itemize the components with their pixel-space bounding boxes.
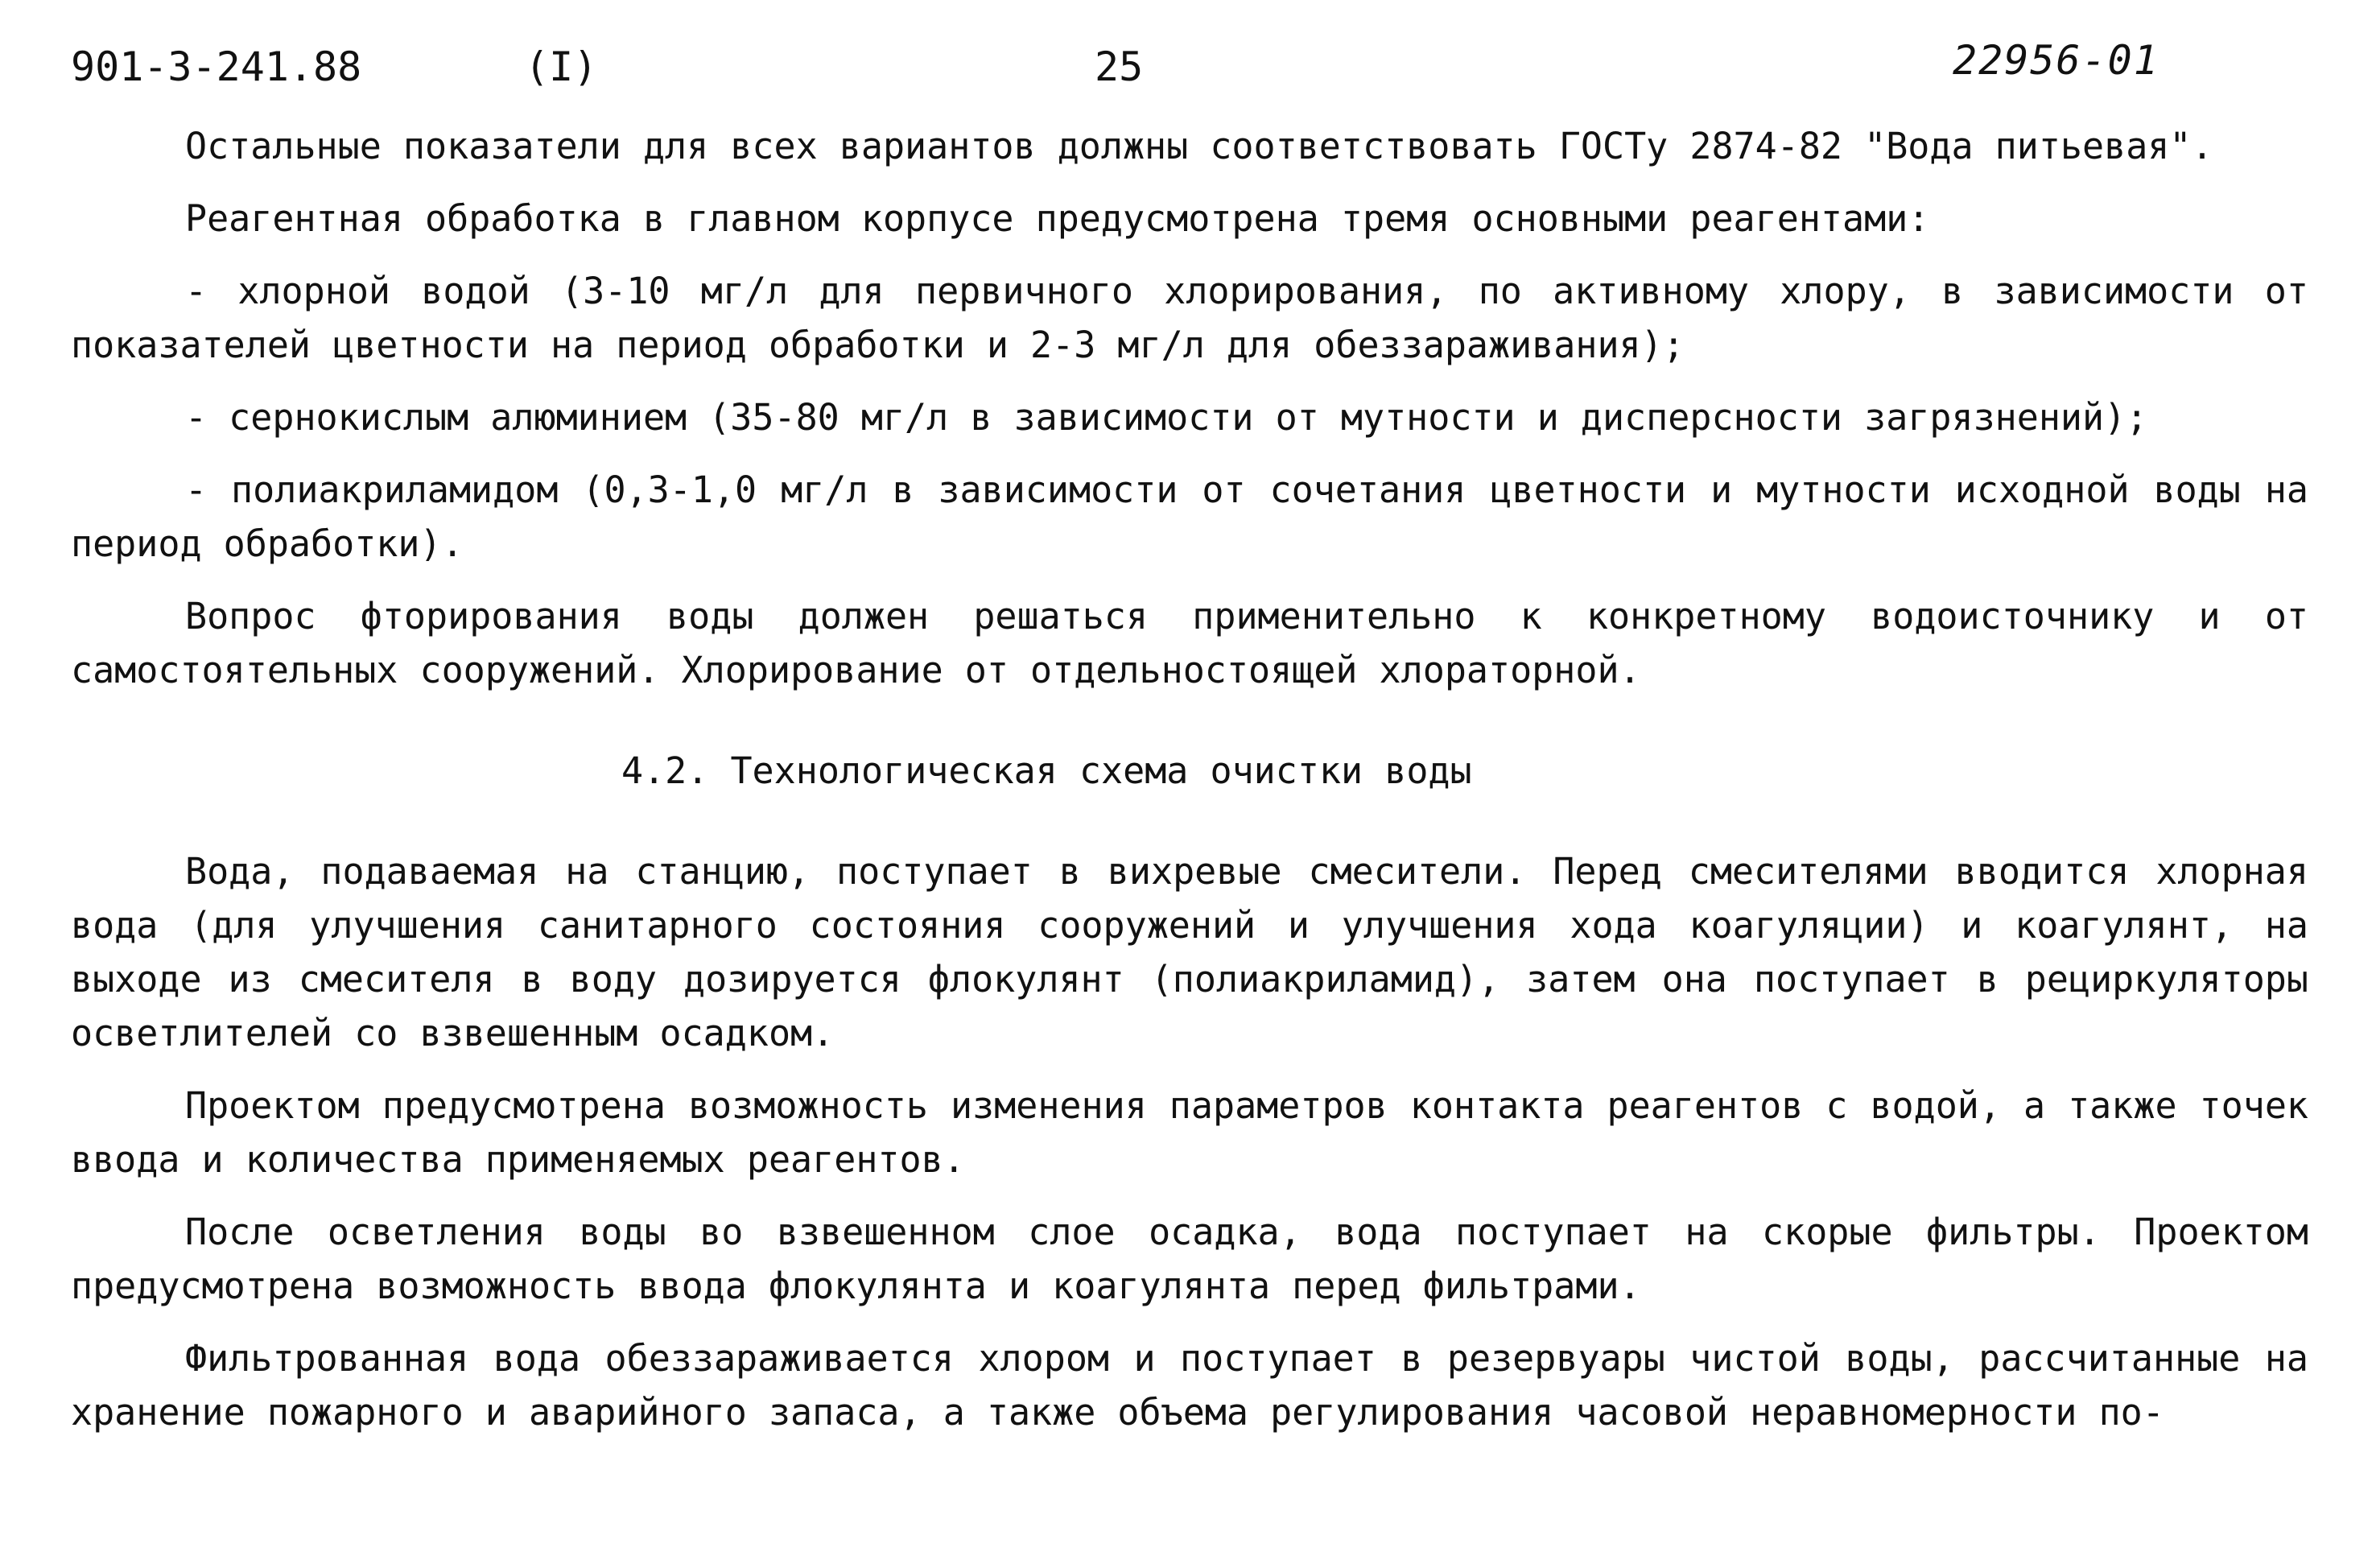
paragraph-project-parameters: Проектом предусмотрена возможность изменения параметров контакта реагентов с водой, а также точек ввода и количества применяемых реагентов. [71, 1084, 2308, 1181]
paragraph-other-indicators: Остальные показатели для всех вариантов должны соответствовать ГОСТу 2874-82 "Вода питьевая". [185, 125, 2213, 167]
document-code: 901-3-241.88 [71, 43, 362, 90]
section-title: 4.2. Технологическая схема очистки воды [621, 749, 1472, 792]
page-number: 25 [1095, 43, 1144, 90]
paragraph-aluminum-sulfate: - сернокислым алюминием (35-80 мг/л в зависимости от мутности и дисперсности загрязнений); [185, 396, 2148, 439]
handwritten-stamp-number: 22956-01 [1953, 37, 2159, 84]
paragraph-chlorine-water: - хлорной водой (3-10 мг/л для первичного хлорирования, по активному хлору, в зависимости от показателей цветности на период обработки и 2-3 мг/л для обеззараживания); [71, 270, 2308, 366]
paragraph-fluoridation: Вопрос фторирования воды должен решаться применительно к конкретному водоисточнику и от самостоятельных сооружений. Хлорирование от отдельностоящей хлораторной. [71, 595, 2308, 691]
body-text [71, 119, 2308, 1439]
paragraph-reagent-treatment: Реагентная обработка в главном корпусе предусмотрена тремя основными реагентами: [185, 197, 1930, 240]
paragraph-filtered-water: Фильтрованная вода обеззараживается хлором и поступает в резервуары чистой воды, рассчитанные на хранение пожарного и аварийного запаса, а также объема регулирования часовой неравномерности по- [71, 1337, 2308, 1434]
paragraph-polyacrylamide: - полиакриламидом (0,3-1,0 мг/л в зависимости от сочетания цветности и мутности исходной воды на период обработки). [71, 468, 2308, 565]
paragraph-water-supply: Вода, подаваемая на станцию, поступает в вихревые смесители. Перед смесителями вводится хлорная вода (для улучшения санитарного состояния сооружений и улучшения хода коагуляции) и коагулянт, на выходе из смесителя в воду дозируется флокулянт (полиакриламид), затем она поступает в рециркуляторы осветлителей со взвешенным осадком. [71, 850, 2308, 1054]
paragraph-clarification: После осветления воды во взвешенном слое осадка, вода поступает на скорые фильтры. Проектом предусмотрена возможность ввода флокулянта и коагулянта перед фильтрами. [71, 1211, 2308, 1307]
document-part: (I) [525, 43, 598, 90]
